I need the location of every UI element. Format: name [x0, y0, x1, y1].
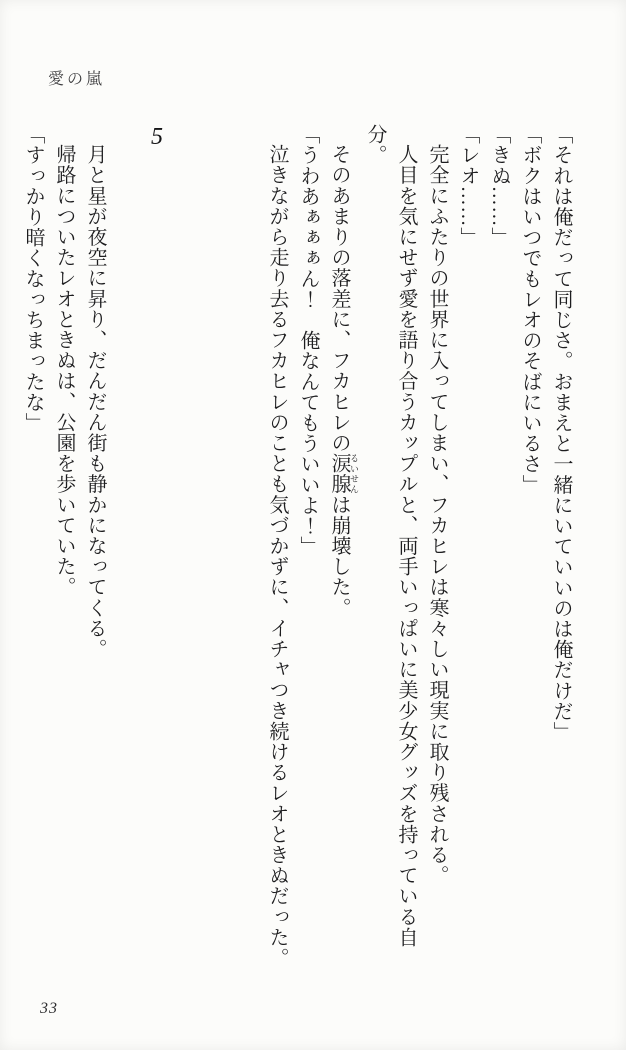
- paragraph-quote: 「レオ……」: [457, 124, 479, 248]
- paragraph-quote: 「すっかり暗くなっちまったな」: [22, 124, 44, 433]
- text-run: は崩壊した。: [328, 494, 350, 618]
- running-header: 愛の嵐: [48, 71, 106, 88]
- paragraph-quote: 「うわあぁぁぁん！ 俺なんてもういいよ！」: [297, 124, 319, 557]
- ruby-furigana: るいせん: [349, 453, 359, 495]
- text-run: そのあまりの落差に、フカヒレの: [328, 144, 350, 453]
- paragraph-narrative: [323, 124, 359, 972]
- paragraph-quote: 「それは俺だって同じさ。おまえと一緒にいていいのは俺だけだ」: [550, 124, 572, 742]
- ruby-word: [328, 453, 359, 495]
- paragraph-quote: 「きぬ……」: [488, 124, 510, 248]
- body-text: [17, 124, 576, 972]
- ruby-base: 涙腺: [328, 453, 350, 495]
- paragraph-quote: 「ボクはいつでもレオのそばにいるさ」: [519, 124, 541, 495]
- paragraph-narrative: 完全にふたりの世界に入ってしまい、フカヒレは寒々しい現実に取り残される。: [426, 144, 448, 886]
- paragraph-narrative: 泣きながら走り去るフカヒレのことも気づかずに、イチャつき続けるレオときぬだった。: [266, 144, 288, 968]
- paragraph-narrative: 月と星が夜空に昇り、だんだん街も静かになってくる。: [84, 144, 106, 659]
- section-number: 5: [144, 124, 170, 151]
- page-number: 33: [40, 1000, 58, 1017]
- paragraph-narrative: 帰路についたレオときぬは、公園を歩いていた。: [53, 144, 75, 598]
- paragraph-narrative: 人目を気にせず愛を語り合うカップルと、両手いっぱいに美少女グッズを持っている自分。: [364, 124, 417, 948]
